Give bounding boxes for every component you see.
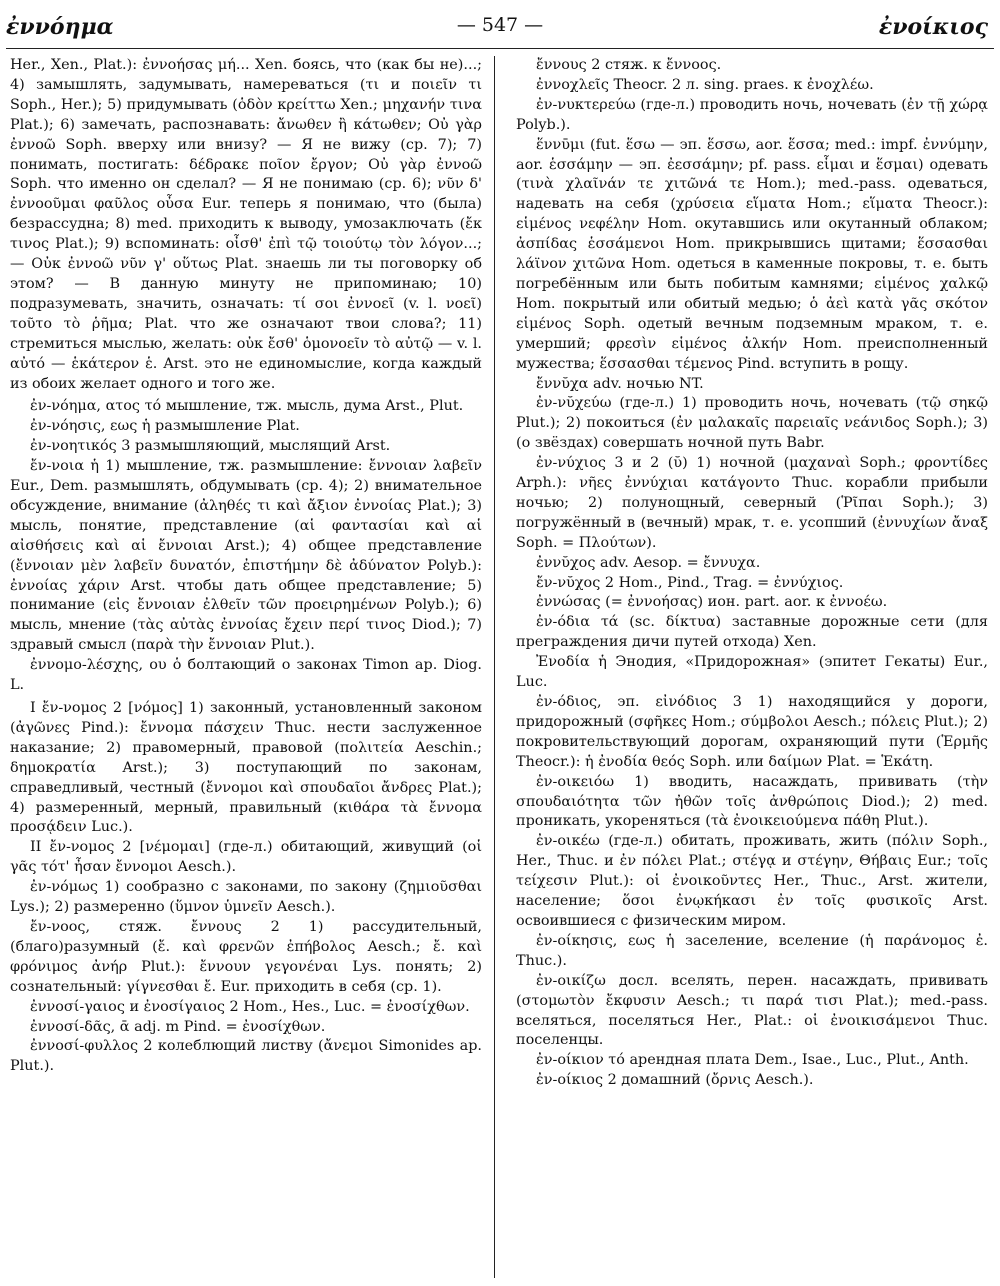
dictionary-entry: ἐν-νόμως 1) сообразно с законами, по закону (ζημιοῦσθαι Lys.); 2) размеренно (ὕμνον ὑμνεῖν Aesch.). — [10, 879, 482, 916]
dictionary-entry: ἐν-νόησις, εως ἡ размышление Plat. — [30, 418, 300, 435]
dictionary-entry: ἐν-οικίζω досл. вселять, перен. насаждать, прививать (στομωτὸν ἔκφυσιν Aesch.; τι παρά τισι Plat.); med.-pass. вселяться, поселяться Her., Plat.: οἱ ἐνοικισάμενοι Thuc. поселенцы. — [516, 972, 988, 1049]
dictionary-entry: ἔν-νοος, стяж. ἔννους 2 1) рассудительный, (благо)разумный (ἔ. καὶ φρενῶν ἐπήβολος Aesch.; ἔ. καὶ φρόνιμος ἀνήρ Plut.): ἔννουν γεγονέναι Lys. понять; 2) сознательный: γίγνεσθαι ἔ. Eur. приходить в себя (ср. 1). — [10, 918, 482, 995]
dictionary-entry: ἐν-νύχιος 3 и 2 (ῠ) 1) ночной (μαχαναὶ Soph.; φροντίδες Arph.): νῆες ἐννύχιαι κατάγοντο Thuc. корабли прибыли ночью; 2) полунощный, северный (Ῥῖπαι Soph.); 3) погружённый в (вечный) мрак, т. е. усопший (ἐννυχίων ἄναξ Soph. = Πλούτων). — [516, 455, 988, 551]
dictionary-entry: ἐν-οίκιος 2 домашний (ὄρνις Aesch.). — [536, 1072, 814, 1089]
dictionary-entry: ἐν-νῠχεύω (где-л.) 1) проводить ночь, ночевать (τῷ σηκῷ Plut.); 2) покоиться (ἐν μαλακαῖς παρειαῖς νεάνιδος Soph.); 3) (о звёздах) совершать ночной путь Babr. — [516, 395, 988, 452]
dictionary-entry: ἐν-νοητικός 3 размышляющий, мыслящий Arst. — [30, 438, 391, 455]
dictionary-entry: ἕννῡμι (fut. ἕσω — эп. ἕσσω, aor. ἕσσα; med.: impf. ἐννύμην, aor. ἑσσάμην — эп. ἐεσσάμην; pf. pass. εἷμαι и ἕσμαι) одевать (τινὰ χλαῖνάν τε χιτῶνά τε Hom.); med.-pass. одеваться, надевать на себя (χρύσεια εἵματα Hom.; εἵματα Theocr.): εἱμένος νεφέλην Hom. окутавшись или окутанный облаком; ἀσπίδας ἑσσάμενοι Hom. прикрывшись щитами; ἕσσασθαι λάϊνον χιτῶνα Hom. одеться в каменные покровы, т. е. быть погребённым или быть побитым камнями; εἱμένος χαλκῷ Hom. покрытый или обитый медью; ὁ ἀεὶ κατὰ γᾶς σκότον εἱμένος Soph. одетый вечным подземным мраком, т. е. умерший; φρεσὶν εἱμένος ἀλκήν Hom. преисполненный мужества; ἕσσασθαι τέμενος Pind. вступить в рощу. — [516, 136, 988, 372]
dictionary-entry: Her., Xen., Plat.): ἐννοήσας μή... Xen. боясь, что (как бы не)...; 4) замышлять, задумывать, намереваться (τι и ποιεῖν τι Soph., Her.); 5) придумывать (ὁδὸν κρείττω Xen.; μηχανήν τινα Plat.); 6) замечать, распознавать: ἄνωθεν ἢ κάτωθεν; Οὐ γὰρ ἐννοῶ Soph. вверху или внизу? — Я не вижу (ср. 7); 7) понимать, постигать: δέδρακε ποῖον ἔργον; Οὐ γὰρ ἐννοῶ Soph. что именно он сделал? — Я не понимаю (ср. 6); νῦν δ' ἐννοοῦμαι φαῦλος οὖσα Eur. теперь я понимаю, что (была) безрассудна; 8) med. приходить к выводу, умозаключать (ἔκ τινος Plat.); 9) вспоминать: οἶσθ' ἐπὶ τῷ τοιούτῳ τὸν λόγον...; — Οὐκ ἐννοῶ νῦν γ' οὕτως Plat. знаешь ли ты поговорку об этом? — В данную минуту не припоминаю; 10) подразумевать, значить, означать: τί σοι ἐννοεῖ (v. l. νοεῖ) τοῦτο τὸ ῥῆμα; Plat. что же означают твои слова?; 11) стремиться мыслью, желать: οὐκ ἔσθ' ὁμονοεῖν τὸ αὐτῷ — v. l. αὐτό — ἑκάτερον ἑ. Arst. это не единомыслие, когда каждый из обоих желает одного и того же. — [10, 57, 482, 392]
dictionary-entry: ἐν-όδιος, эп. εἰνόδιος 3 1) находящийся у дороги, придорожный (σφῆκες Hom.; σύμβολοι Aesch.; πόλεις Plut.); 2) покровительствующий дорогам, охраняющий пути (Ἑρμῆς Theocr.): ἡ ἐνοδία θεός Soph. или δαίμων Plat. = Ἑκάτη. — [516, 694, 988, 770]
dictionary-entry: ἐν-οίκιον τό арендная плата Dem., Isae., Luc., Plut., Anth. — [536, 1052, 969, 1069]
dictionary-entry: ἐννῠχος adv. Aesop. = ἔννυχα. — [536, 554, 761, 571]
column-divider — [494, 56, 495, 1278]
dictionary-entry: ἔν-νοια ἡ 1) мышление, тж. размышление: ἔννοιαν λαβεῖν Eur., Dem. размышлять, обдумывать (ср. 4); 2) внимательное обсуждение, внимание (ἀληθές τι καὶ ἄξιον ἐννοίας Plat.); 3) мысль, понятие, представление (αἱ φαντασίαι καὶ αἱ αἰσθήσεις καὶ αἱ ἔννοιαι Arst.); 4) общее представление (ἔννοιαν μὲν λαβεῖν δυνατόν, ἐπιστήμην δὲ ἀδύνατον Polyb.): ἐννοίας χάριν Arst. чтобы дать общее представление; 5) понимание (εἰς ἔννοιαν ἐλθεῖν τῶν προειρημένων Polyb.); 6) мысль, мнение (τὰς αὐτὰς ἐννοίας ἔχειν περί τινος Diod.); 7) здравый смысл (παρὰ τὴν ἔννοιαν Plut.). — [10, 458, 482, 654]
dictionary-entry: I ἔν-νομος 2 [νόμος] 1) законный, установленный законом (ἀγῶνες Pind.): ἔννομα πάσχειν Thuc. нести заслуженное наказание; 2) правомерный, правовой (πολιτεία Aeschin.; δημοκρατία Arst.); 3) поступающий по законам, справедливый, честный (ἔννομοι καὶ σπουδαῖοι ἄνδρες Plat.); 4) размеренный, мерный, правильный (κιθάρα τὰ ἔννομα προσᾴδειν Luc.). — [10, 700, 482, 836]
dictionary-entry: ἐννώσας (= ἐννοήσας) ион. part. aor. к ἐννοέω. — [536, 594, 888, 611]
dictionary-entry: ἐν-όδια τά (sc. δίκτυα) заставные дорожные сети (для преграждения дичи путей отхода) Xen. — [516, 614, 988, 651]
page-number: — 547 — — [456, 14, 544, 36]
right-column — [516, 56, 988, 1278]
left-column — [10, 56, 482, 1278]
dictionary-entry: ἔν-νῠχος 2 Hom., Pind., Trag. = ἐννύχιος. — [536, 574, 844, 591]
dictionary-entry: ἐννοσί-φυλλος 2 колеблющий листву (ἄνεμοι Simonides ap. Plut.). — [10, 1038, 482, 1075]
running-head-left: ἐννόημα — [6, 14, 114, 40]
dictionary-entry: Ἐνοδία ἡ Энодия, «Придорожная» (эпитет Гекаты) Eur., Luc. — [516, 654, 988, 691]
dictionary-entry: ἔννους 2 стяж. к ἔννοος. — [536, 57, 722, 73]
dictionary-entry: ἐννομο-λέσχης, ου ὁ болтающий о законах Timon ap. Diog. L. — [10, 657, 482, 694]
dictionary-entry: ἐν-οικέω (где-л.) обитать, проживать, жить (πόλιν Soph., Her., Thuc. и ἐν πόλει Plat.; στέγᾳ и στέγην, Θήβαις Eur.; τοῖς τείχεσιν Plut.): οἱ ἐνοικοῦντες Her., Thuc., Arst. жители, население; ὅσοι ἐνῳκήκασι ἐν τοῖς φυσικοῖς Arst. освоившиеся с физическим миром. — [516, 833, 988, 929]
page-header — [0, 0, 1000, 42]
dictionary-entry: ἐν-νόημα, ατος τό мышление, тж. мысль, дума Arst., Plut. — [30, 398, 464, 415]
running-head-right: ἐνοίκιος — [878, 14, 988, 40]
header-rule — [6, 48, 994, 49]
dictionary-entry: ἐν-νυκτερεύω (где-л.) проводить ночь, ночевать (ἐν τῇ χώρᾳ Polyb.). — [516, 96, 988, 133]
dictionary-entry: ἔννῠχα adv. ночью NT. — [536, 375, 704, 392]
dictionary-entry: ἐννοχλεῖς Theocr. 2 л. sing. praes. к ἐνοχλέω. — [536, 76, 874, 93]
dictionary-entry: ἐννοσί-δᾶς, ᾱ adj. m Pind. = ἐνοσίχθων. — [30, 1018, 326, 1035]
dictionary-entry: ἐν-οίκησις, εως ἡ заселение, вселение (ἡ παράνομος ἐ. Thuc.). — [516, 932, 988, 969]
dictionary-entry: II ἔν-νομος 2 [νέμομαι] (где-л.) обитающий, живущий (οἱ γᾶς τότ' ἦσαν ἔννομοι Aesch.). — [10, 839, 482, 876]
dictionary-entry: ἐννοσί-γαιος и ἐνοσίγαιος 2 Hom., Hes., Luc. = ἐνοσίχθων. — [30, 998, 470, 1015]
dictionary-entry: ἐν-οικειόω 1) вводить, насаждать, прививать (τὴν σπουδαιότητα τῶν ἠθῶν τοῖς ἀνθρώποις Diod.); 2) med. проникать, укореняться (τὰ ἐνοικειούμενα πάθη Plut.). — [516, 773, 988, 830]
